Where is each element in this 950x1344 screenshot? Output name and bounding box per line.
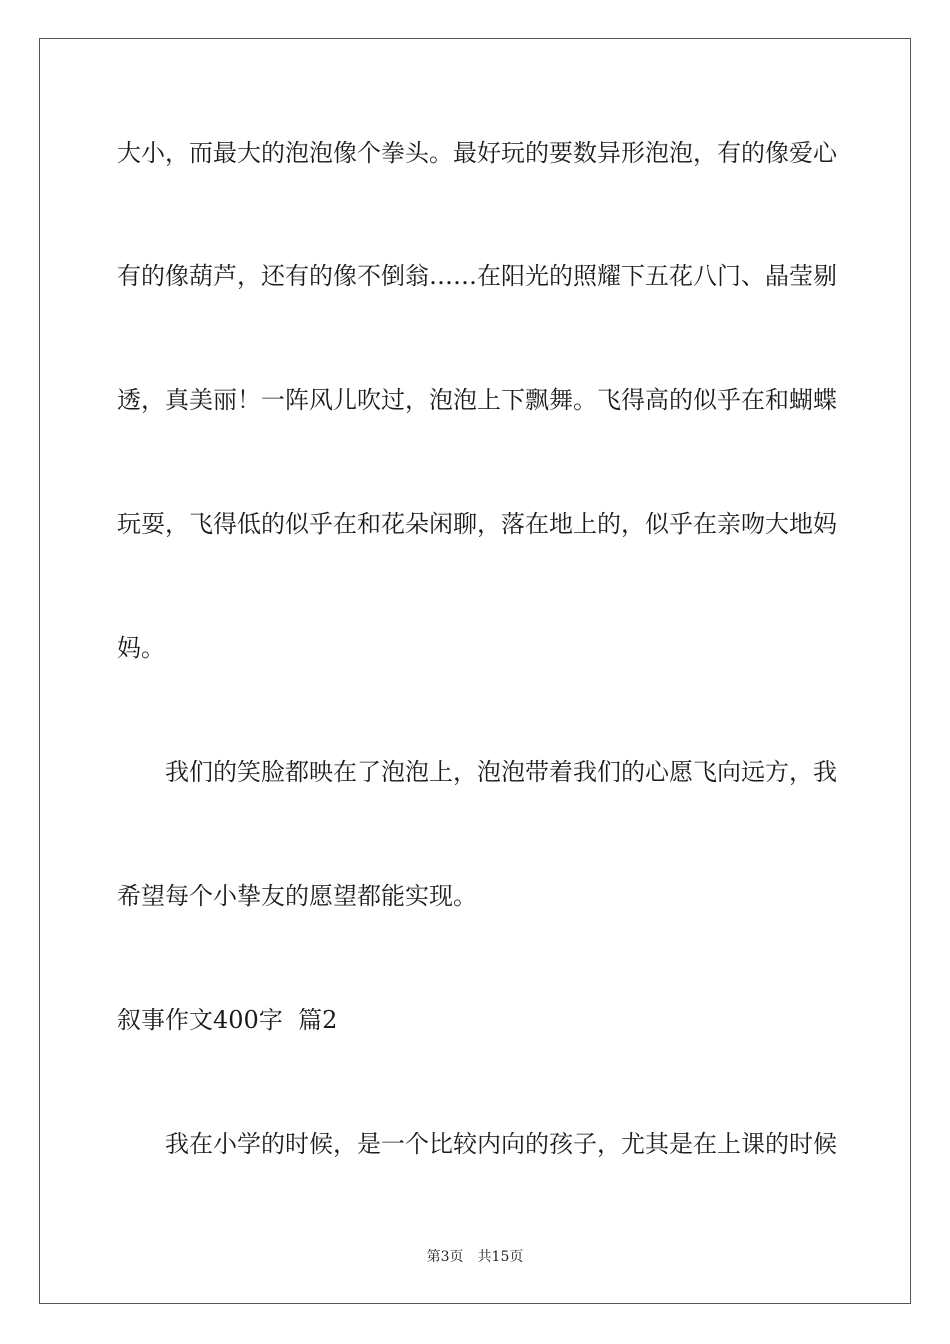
text-line-8: 我在小学的时候，是一个比较内向的孩子，尤其是在上课的时候 xyxy=(165,1130,837,1158)
text-line-4: 玩耍，飞得低的似乎在和花朵闲聊，落在地上的，似乎在亲吻大地妈 xyxy=(117,510,837,538)
page-number: 第3页 xyxy=(426,1249,464,1265)
text-line-1: 大小，而最大的泡泡像个拳头。最好玩的要数异形泡泡，有的像爱心 xyxy=(117,139,837,167)
section-heading: 叙事作文400字 篇2 xyxy=(117,1006,338,1034)
text-line-2: 有的像葫芦，还有的像不倒翁……在阳光的照耀下五花八门、晶莹剔 xyxy=(117,262,837,290)
page-total: 共15页 xyxy=(477,1249,524,1265)
page-footer xyxy=(0,1248,950,1266)
text-line-3: 透，真美丽！一阵风儿吹过，泡泡上下飘舞。飞得高的似乎在和蝴蝶 xyxy=(117,386,837,414)
page-frame xyxy=(39,38,911,1304)
text-line-5: 妈。 xyxy=(117,634,165,662)
text-line-6: 我们的笑脸都映在了泡泡上，泡泡带着我们的心愿飞向远方，我 xyxy=(165,758,837,786)
text-line-7: 希望每个小挚友的愿望都能实现。 xyxy=(117,882,477,910)
